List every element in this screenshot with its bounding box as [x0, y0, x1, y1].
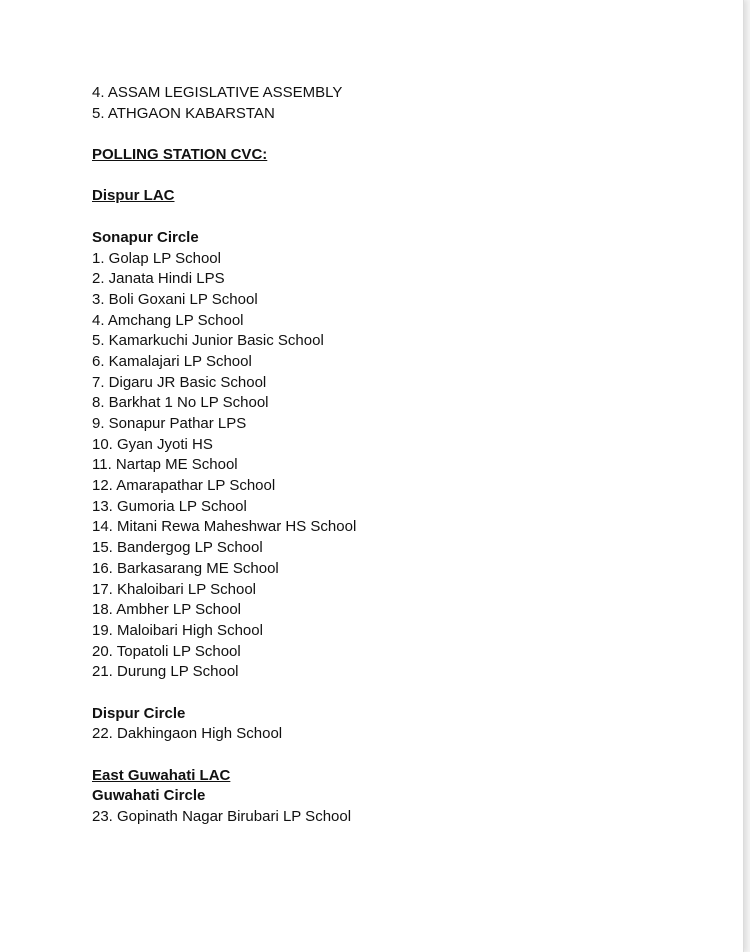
list-item: 8. Barkhat 1 No LP School [92, 394, 269, 412]
guwahati-circle-list [92, 807, 712, 828]
dispur-circle-list [92, 724, 712, 745]
dispur-lac-heading: Dispur LAC [92, 187, 175, 205]
list-item: 10. Gyan Jyoti HS [92, 435, 213, 453]
list-item: 11. Nartap ME School [92, 456, 238, 474]
list-item: 1. Golap LP School [92, 249, 221, 267]
list-item: 9. Sonapur Pathar LPS [92, 415, 247, 432]
list-item: 14. Mitani Rewa Maheshwar HS School [92, 518, 357, 536]
list-item: 16. Barkasarang ME School [92, 559, 279, 577]
dispur-circle-heading: Dispur Circle [92, 704, 186, 722]
list-item: 6. Kamalajari LP School [92, 352, 252, 370]
sonapur-circle-heading: Sonapur Circle [92, 228, 199, 246]
list-item: 3. Boli Goxani LP School [92, 290, 258, 308]
document-content [92, 83, 712, 828]
list-item: 22. Dakhingaon High School [92, 725, 283, 743]
polling-station-heading: POLLING STATION CVC: [92, 146, 268, 164]
list-item: 7. Digaru JR Basic School [92, 373, 267, 391]
guwahati-circle-heading: Guwahati Circle [92, 787, 206, 805]
list-item: 4. ASSAM LEGISLATIVE ASSEMBLY [92, 84, 343, 101]
list-item: 13. Gumoria LP School [92, 497, 247, 515]
list-item: 23. Gopinath Nagar Birubari LP School [92, 808, 352, 826]
list-item: 20. Topatoli LP School [92, 642, 241, 660]
list-item: 5. ATHGAON KABARSTAN [92, 104, 275, 122]
list-item: 21. Durung LP School [92, 663, 239, 681]
list-item: 5. Kamarkuchi Junior Basic School [92, 332, 324, 350]
list-item: 15. Bandergog LP School [92, 539, 263, 557]
list-item: 17. Khaloibari LP School [92, 580, 257, 598]
list-item: 12. Amarapathar LP School [92, 477, 276, 495]
list-item: 2. Janata Hindi LPS [92, 270, 225, 288]
list-item: 4. Amchang LP School [92, 311, 244, 329]
east-guwahati-lac-heading: East Guwahati LAC [92, 766, 231, 784]
sonapur-circle-list [92, 249, 712, 683]
list-item: 18. Ambher LP School [92, 601, 241, 619]
list-item: 19. Maloibari High School [92, 621, 263, 639]
top-list [92, 83, 712, 124]
